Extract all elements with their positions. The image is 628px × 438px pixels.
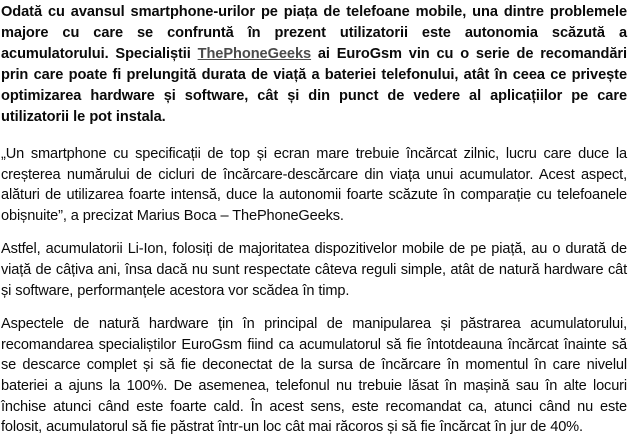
text-run: Odată cu avansul smartphone-urilor pe piața de telefoane mobile, una dintre problemele majore cu care se confruntă în prezent utilizatorii este autonomia scăzută a acumulatorului. Specialiștii	[1, 4, 627, 62]
paragraph-hardware	[1, 314, 627, 438]
text-run: ai EuroGsm vin cu o serie de recomandări prin care poate fi prelungită durata de viață a bateriei telefonului, atât în ceea ce privește optimizarea hardware și software, cât și din punct de vedere al aplicațiilor pe care utilizatorii le pot instala.	[1, 46, 627, 125]
paragraph-liion	[1, 239, 627, 301]
text-run: „Un smartphone cu specificații de top și ecran mare trebuie încărcat zilnic, lucru care duce la creșterea numărului de cicluri de încărcare-descărcare din viața unui acumulator. Acest aspect, alături de utilizarea foarte intensă, duce la autonomii foarte scăzute în comparație cu telefoanele obișnuite”, a precizat Marius Boca – ThePhoneGeeks.	[1, 146, 627, 224]
inline-link-thephonegeeks[interactable]: ThePhoneGeeks	[197, 46, 312, 62]
text-run: Aspectele de natură hardware țin în principal de manipularea și păstrarea acumulatorului, recomandarea specialiștilor EuroGsm fiind ca acumulatorul să fie întotdeauna încărcat înainte să se descarce complet și să fie deconectat de la sursa de încărcare în momentul în care nivelul bateriei a ajuns la 100%. De asemenea, telefonul nu trebuie lăsat în mașină sau în alte locuri închise atunci când este foarte cald. În acest sens, este recomandat ca, atunci când nu este folosit, acumulatorul să fie păstrat într-un loc cât mai răcoros și să fie încărcat în jur de 40%.	[1, 316, 627, 436]
paragraph-quote	[1, 144, 627, 226]
text-run: Astfel, acumulatorii Li-Ion, folosiți de majoritatea dispozitivelor mobile de pe piață, au o durată de viață de câțiva ani, însa dacă nu sunt respectate câteva reguli simple, atât de natură hardware cât și software, performanțele acestora vor scădea în timp.	[1, 241, 627, 299]
paragraph-lead	[1, 2, 627, 128]
